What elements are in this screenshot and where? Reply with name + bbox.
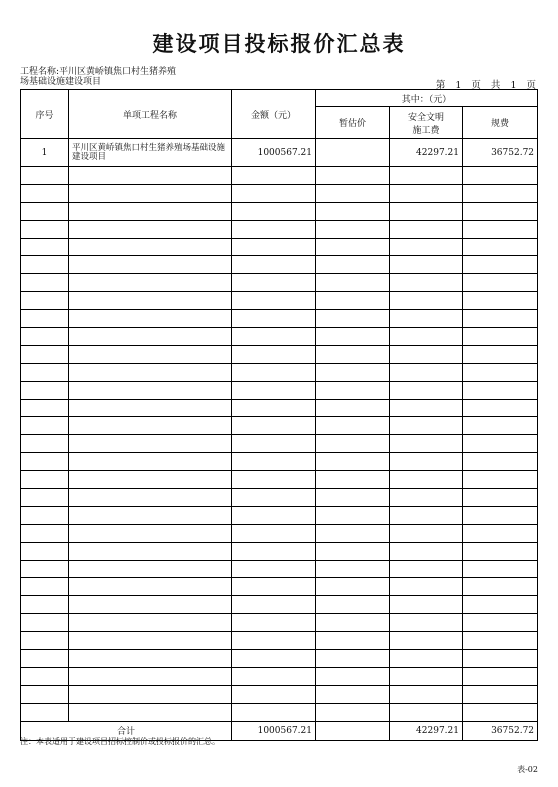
- empty-cell: [463, 274, 538, 292]
- empty-cell: [69, 274, 232, 292]
- empty-cell: [316, 614, 390, 632]
- empty-cell: [21, 453, 69, 471]
- empty-cell: [232, 328, 316, 346]
- empty-cell: [232, 650, 316, 668]
- empty-cell: [316, 202, 390, 220]
- empty-cell: [21, 256, 69, 274]
- empty-cell: [463, 310, 538, 328]
- empty-row: [21, 292, 538, 310]
- header-amount: 金额（元）: [232, 90, 316, 139]
- empty-cell: [390, 292, 463, 310]
- empty-row: [21, 256, 538, 274]
- header-of-which: 其中：（元）: [316, 90, 538, 107]
- empty-cell: [390, 184, 463, 202]
- empty-cell: [69, 596, 232, 614]
- empty-cell: [316, 489, 390, 507]
- empty-cell: [21, 703, 69, 721]
- empty-cell: [316, 292, 390, 310]
- empty-cell: [463, 363, 538, 381]
- empty-cell: [390, 167, 463, 185]
- empty-row: [21, 417, 538, 435]
- page-gong: 共: [490, 80, 501, 91]
- cell-fees: 36752.72: [463, 139, 538, 167]
- empty-cell: [316, 703, 390, 721]
- empty-cell: [232, 632, 316, 650]
- empty-cell: [69, 489, 232, 507]
- empty-cell: [316, 328, 390, 346]
- page-number: 1: [455, 80, 462, 91]
- empty-cell: [232, 417, 316, 435]
- empty-cell: [463, 328, 538, 346]
- empty-cell: [390, 578, 463, 596]
- empty-cell: [390, 471, 463, 489]
- empty-cell: [316, 471, 390, 489]
- empty-cell: [69, 560, 232, 578]
- empty-cell: [390, 650, 463, 668]
- empty-cell: [232, 614, 316, 632]
- empty-cell: [21, 489, 69, 507]
- empty-cell: [463, 632, 538, 650]
- empty-cell: [69, 399, 232, 417]
- empty-cell: [21, 184, 69, 202]
- empty-cell: [69, 345, 232, 363]
- empty-row: [21, 596, 538, 614]
- empty-cell: [316, 506, 390, 524]
- empty-cell: [21, 524, 69, 542]
- total-label: 合计: [21, 721, 232, 740]
- empty-cell: [21, 399, 69, 417]
- empty-cell: [69, 614, 232, 632]
- empty-cell: [390, 667, 463, 685]
- empty-cell: [69, 184, 232, 202]
- empty-cell: [390, 632, 463, 650]
- empty-cell: [463, 560, 538, 578]
- empty-cell: [390, 310, 463, 328]
- empty-cell: [21, 650, 69, 668]
- empty-cell: [232, 256, 316, 274]
- empty-cell: [232, 560, 316, 578]
- empty-cell: [232, 703, 316, 721]
- empty-cell: [463, 471, 538, 489]
- empty-cell: [232, 524, 316, 542]
- header-provisional: 暂估价: [316, 107, 390, 139]
- empty-cell: [463, 667, 538, 685]
- empty-cell: [232, 471, 316, 489]
- empty-cell: [21, 632, 69, 650]
- empty-cell: [463, 524, 538, 542]
- empty-cell: [232, 274, 316, 292]
- empty-cell: [21, 506, 69, 524]
- empty-cell: [316, 524, 390, 542]
- empty-cell: [69, 417, 232, 435]
- empty-cell: [69, 506, 232, 524]
- empty-cell: [21, 578, 69, 596]
- empty-cell: [316, 560, 390, 578]
- empty-cell: [232, 310, 316, 328]
- empty-cell: [232, 435, 316, 453]
- empty-cell: [21, 471, 69, 489]
- empty-cell: [232, 506, 316, 524]
- total-amount: 1000567.21: [232, 721, 316, 740]
- empty-cell: [463, 238, 538, 256]
- empty-cell: [69, 381, 232, 399]
- cell-amount: 1000567.21: [232, 139, 316, 167]
- empty-cell: [69, 667, 232, 685]
- table-row: [21, 139, 538, 167]
- empty-cell: [390, 614, 463, 632]
- empty-cell: [463, 578, 538, 596]
- empty-row: [21, 167, 538, 185]
- empty-cell: [316, 417, 390, 435]
- empty-cell: [316, 399, 390, 417]
- empty-row: [21, 614, 538, 632]
- empty-cell: [232, 363, 316, 381]
- empty-cell: [390, 596, 463, 614]
- project-name-line2: 场基础设施建设项目: [20, 77, 102, 87]
- cell-provisional: [316, 139, 390, 167]
- empty-cell: [463, 453, 538, 471]
- empty-row: [21, 274, 538, 292]
- empty-cell: [316, 578, 390, 596]
- empty-cell: [390, 220, 463, 238]
- header-safety-line1: 安全文明: [407, 112, 444, 123]
- page-di: 第: [435, 80, 446, 91]
- empty-cell: [232, 184, 316, 202]
- empty-cell: [21, 274, 69, 292]
- empty-cell: [316, 363, 390, 381]
- empty-cell: [232, 453, 316, 471]
- empty-cell: [21, 560, 69, 578]
- empty-cell: [390, 435, 463, 453]
- empty-cell: [316, 542, 390, 560]
- empty-row: [21, 399, 538, 417]
- empty-cell: [69, 435, 232, 453]
- empty-cell: [390, 560, 463, 578]
- empty-cell: [232, 167, 316, 185]
- project-label: 工程名称:: [20, 67, 60, 77]
- empty-cell: [69, 471, 232, 489]
- empty-cell: [463, 614, 538, 632]
- empty-cell: [463, 435, 538, 453]
- empty-cell: [316, 435, 390, 453]
- cell-safety: 42297.21: [390, 139, 463, 167]
- empty-row: [21, 435, 538, 453]
- empty-cell: [463, 596, 538, 614]
- empty-cell: [390, 685, 463, 703]
- empty-cell: [316, 274, 390, 292]
- empty-cell: [316, 345, 390, 363]
- page-ye: 页: [471, 80, 481, 91]
- empty-cell: [232, 238, 316, 256]
- empty-row: [21, 650, 538, 668]
- empty-cell: [390, 703, 463, 721]
- empty-cell: [390, 363, 463, 381]
- total-safety: 42297.21: [390, 721, 463, 740]
- empty-row: [21, 667, 538, 685]
- project-name: [20, 67, 240, 87]
- empty-cell: [21, 685, 69, 703]
- empty-cell: [463, 292, 538, 310]
- form-code: 表-02: [517, 765, 538, 774]
- empty-cell: [463, 184, 538, 202]
- empty-cell: [316, 667, 390, 685]
- empty-row: [21, 703, 538, 721]
- empty-row: [21, 453, 538, 471]
- empty-cell: [463, 542, 538, 560]
- page-total: 1: [510, 80, 517, 91]
- footnote: 注：本表适用于建设项目招标控制价或投标报价的汇总。: [20, 737, 220, 746]
- empty-row: [21, 363, 538, 381]
- empty-cell: [390, 542, 463, 560]
- empty-cell: [316, 685, 390, 703]
- empty-cell: [21, 202, 69, 220]
- empty-cell: [21, 667, 69, 685]
- empty-cell: [69, 453, 232, 471]
- empty-cell: [316, 596, 390, 614]
- empty-cell: [69, 363, 232, 381]
- empty-cell: [463, 399, 538, 417]
- empty-cell: [463, 650, 538, 668]
- empty-cell: [390, 274, 463, 292]
- empty-row: [21, 345, 538, 363]
- empty-cell: [390, 399, 463, 417]
- empty-cell: [69, 256, 232, 274]
- empty-cell: [463, 167, 538, 185]
- empty-cell: [232, 685, 316, 703]
- empty-cell: [21, 310, 69, 328]
- empty-row: [21, 202, 538, 220]
- empty-row: [21, 542, 538, 560]
- empty-cell: [69, 632, 232, 650]
- empty-cell: [390, 345, 463, 363]
- empty-cell: [21, 167, 69, 185]
- empty-row: [21, 685, 538, 703]
- header-seq: 序号: [21, 90, 69, 139]
- empty-cell: [232, 202, 316, 220]
- empty-cell: [463, 489, 538, 507]
- empty-cell: [316, 381, 390, 399]
- empty-cell: [69, 310, 232, 328]
- total-fees: 36752.72: [463, 721, 538, 740]
- empty-row: [21, 506, 538, 524]
- empty-cell: [316, 238, 390, 256]
- empty-cell: [316, 167, 390, 185]
- empty-cell: [463, 345, 538, 363]
- empty-cell: [316, 650, 390, 668]
- empty-cell: [463, 381, 538, 399]
- empty-cell: [69, 524, 232, 542]
- empty-cell: [69, 167, 232, 185]
- empty-row: [21, 220, 538, 238]
- empty-row: [21, 524, 538, 542]
- empty-row: [21, 328, 538, 346]
- empty-cell: [390, 238, 463, 256]
- empty-cell: [21, 345, 69, 363]
- empty-cell: [69, 685, 232, 703]
- empty-cell: [232, 542, 316, 560]
- empty-cell: [21, 363, 69, 381]
- empty-cell: [232, 381, 316, 399]
- empty-cell: [463, 417, 538, 435]
- summary-table: [20, 89, 538, 741]
- empty-cell: [232, 489, 316, 507]
- project-name-line1: 平川区黄峤镇焦口村生猪养殖: [59, 67, 177, 77]
- header-safety-line2: 施工费: [412, 125, 440, 136]
- empty-row: [21, 238, 538, 256]
- header-safety: [390, 107, 463, 139]
- empty-cell: [21, 220, 69, 238]
- empty-cell: [463, 685, 538, 703]
- empty-cell: [232, 220, 316, 238]
- empty-cell: [390, 256, 463, 274]
- header-name: 单项工程名称: [69, 90, 232, 139]
- empty-cell: [21, 381, 69, 399]
- empty-cell: [21, 435, 69, 453]
- empty-cell: [69, 578, 232, 596]
- empty-cell: [390, 489, 463, 507]
- empty-cell: [316, 220, 390, 238]
- empty-cell: [69, 328, 232, 346]
- empty-cell: [463, 220, 538, 238]
- empty-row: [21, 578, 538, 596]
- empty-row: [21, 310, 538, 328]
- empty-cell: [69, 238, 232, 256]
- empty-cell: [316, 632, 390, 650]
- empty-cell: [232, 578, 316, 596]
- empty-row: [21, 184, 538, 202]
- empty-cell: [21, 292, 69, 310]
- empty-cell: [463, 703, 538, 721]
- empty-row: [21, 381, 538, 399]
- empty-cell: [69, 703, 232, 721]
- cell-seq: 1: [21, 139, 69, 167]
- cell-name: 平川区黄峤镇焦口村生猪养殖场基础设施建设项目: [69, 139, 232, 167]
- empty-cell: [69, 220, 232, 238]
- empty-cell: [69, 202, 232, 220]
- empty-cell: [232, 345, 316, 363]
- empty-cell: [316, 310, 390, 328]
- empty-cell: [463, 506, 538, 524]
- empty-cell: [390, 417, 463, 435]
- empty-cell: [463, 256, 538, 274]
- empty-cell: [463, 202, 538, 220]
- empty-cell: [69, 650, 232, 668]
- total-provisional: [316, 721, 390, 740]
- page-ye2: 页: [526, 80, 536, 91]
- empty-cell: [390, 453, 463, 471]
- empty-row: [21, 489, 538, 507]
- empty-cell: [69, 292, 232, 310]
- empty-cell: [390, 506, 463, 524]
- empty-cell: [21, 417, 69, 435]
- empty-cell: [390, 381, 463, 399]
- empty-row: [21, 632, 538, 650]
- empty-cell: [390, 524, 463, 542]
- empty-cell: [21, 596, 69, 614]
- page-title: 建设项目投标报价汇总表: [152, 31, 406, 56]
- empty-cell: [21, 614, 69, 632]
- empty-cell: [232, 292, 316, 310]
- empty-cell: [316, 256, 390, 274]
- empty-row: [21, 560, 538, 578]
- empty-cell: [21, 238, 69, 256]
- empty-cell: [232, 399, 316, 417]
- empty-cell: [390, 202, 463, 220]
- empty-cell: [232, 667, 316, 685]
- empty-cell: [69, 542, 232, 560]
- empty-cell: [21, 328, 69, 346]
- header-fees: 规费: [463, 107, 538, 139]
- empty-cell: [316, 453, 390, 471]
- empty-cell: [316, 184, 390, 202]
- empty-row: [21, 471, 538, 489]
- empty-cell: [21, 542, 69, 560]
- empty-cell: [390, 328, 463, 346]
- empty-cell: [232, 596, 316, 614]
